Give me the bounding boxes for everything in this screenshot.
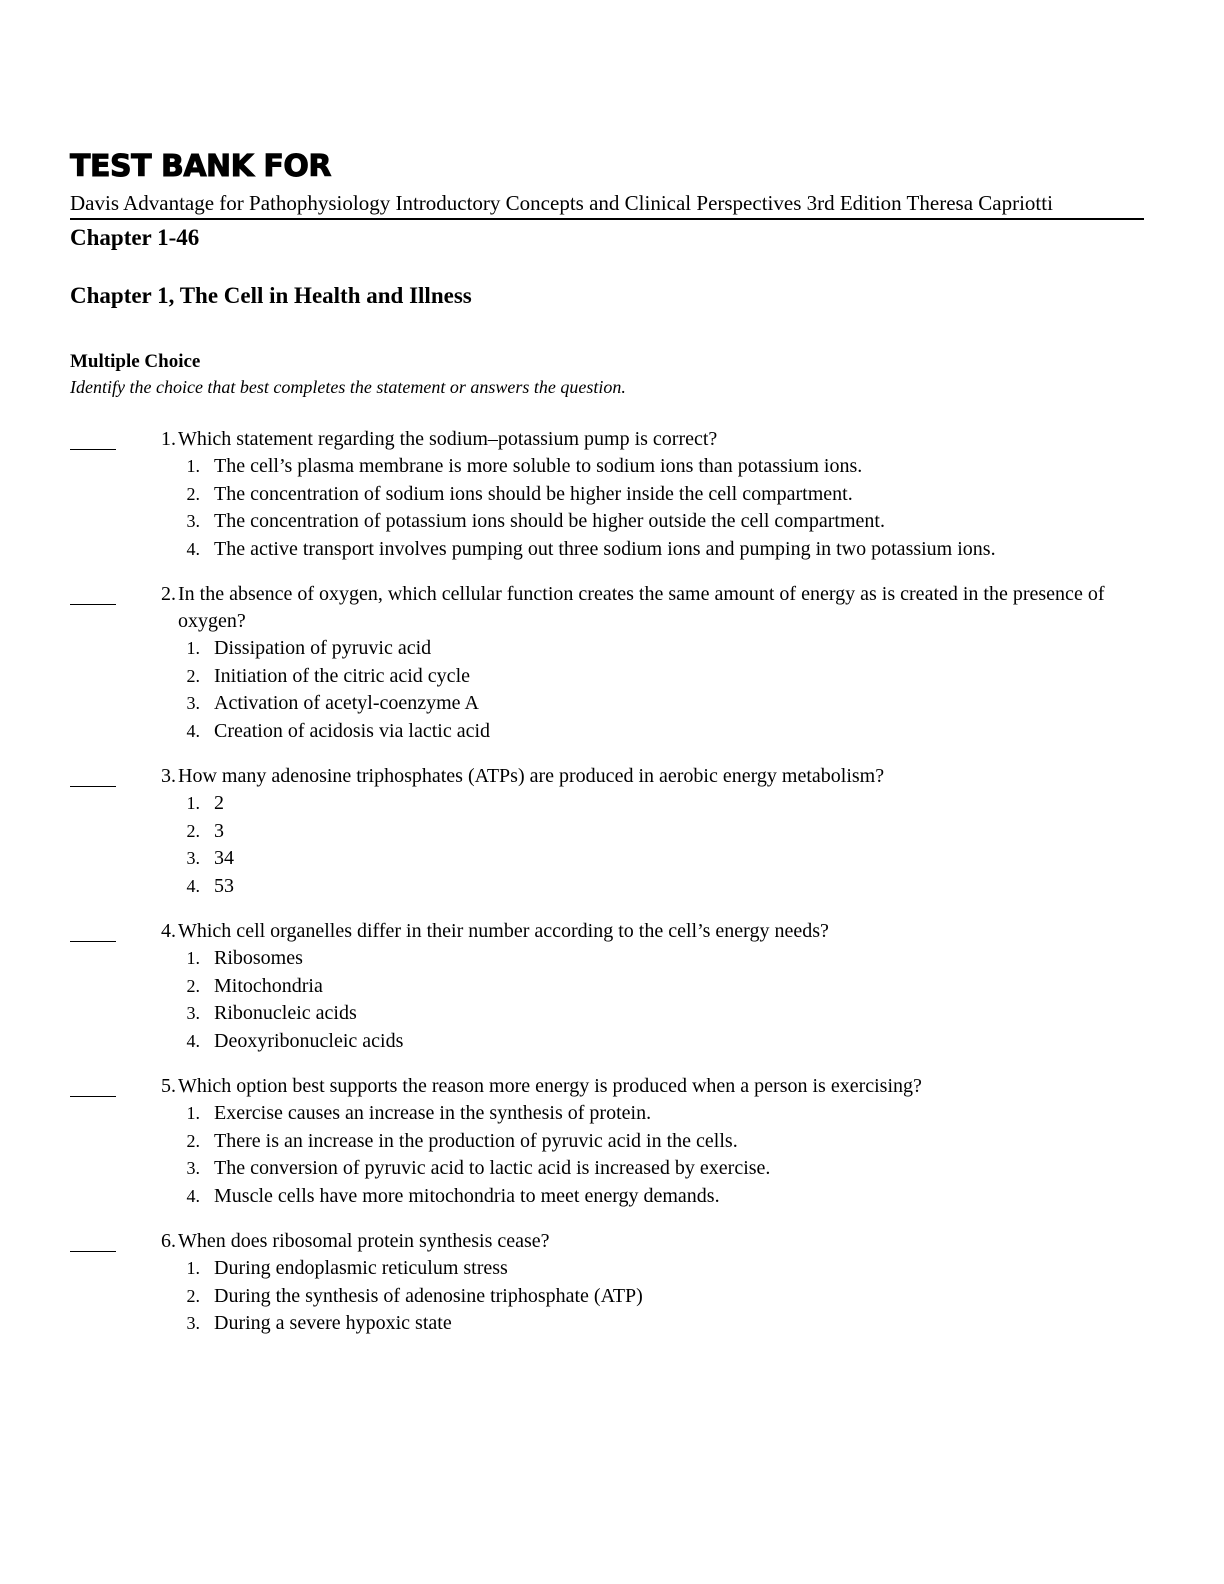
answer-blank: [70, 763, 116, 787]
question-number: 1.: [161, 428, 176, 450]
chapter-range: Chapter 1-46: [70, 225, 200, 250]
option-number: 4.: [186, 720, 200, 741]
option: [178, 1310, 1144, 1338]
option-text: Initiation of the citric acid cycle: [214, 664, 470, 687]
option-text: During endoplasmic reticulum stress: [214, 1257, 508, 1279]
question-text: In the absence of oxygen, which cellular function creates the same amount of energy as is created in the presence of oxygen?: [178, 583, 1105, 632]
question-number: 3.: [161, 765, 176, 787]
question-text: When does ribosomal protein synthesis cease?: [178, 1230, 550, 1252]
option-number: 2.: [186, 975, 200, 996]
question-text: How many adenosine triphosphates (ATPs) are produced in aerobic energy metabolism?: [178, 765, 885, 787]
option-text: Dissipation of pyruvic acid: [214, 637, 432, 659]
answer-blank: [70, 1073, 116, 1097]
instructions: Identify the choice that best completes the statement or answers the question.: [70, 377, 626, 397]
option-text: The active transport involves pumping out three sodium ions and pumping in two potassium ions.: [214, 537, 996, 560]
option-list: [178, 1100, 1144, 1210]
option-text: Ribonucleic acids: [214, 1002, 357, 1024]
question-5: [70, 1073, 1144, 1210]
option-text: During a severe hypoxic state: [214, 1312, 452, 1334]
option-text: 2: [214, 792, 224, 814]
option-text: There is an increase in the production of pyruvic acid in the cells.: [214, 1129, 738, 1152]
option-text: Creation of acidosis via lactic acid: [214, 719, 491, 742]
question-6: [70, 1228, 1144, 1338]
option: [178, 1283, 1144, 1311]
option: [178, 481, 1144, 509]
option-number: 4.: [186, 875, 200, 896]
option-text: Activation of acetyl-coenzyme A: [214, 692, 479, 714]
option-number: 3.: [186, 1313, 200, 1333]
book-title: Davis Advantage for Pathophysiology Introductory Concepts and Clinical Perspectives 3rd Edition Theresa Capriotti: [70, 190, 1144, 220]
option-number: 1.: [186, 1103, 200, 1123]
answer-blank: [70, 918, 116, 942]
option-list: [178, 945, 1144, 1055]
option-number: 3.: [186, 1158, 200, 1178]
option: [178, 1155, 1144, 1183]
question-number: 5.: [161, 1075, 176, 1097]
option-number: 3.: [186, 693, 200, 713]
question-text: Which cell organelles differ in their number according to the cell’s energy needs?: [178, 920, 829, 942]
option: [178, 945, 1144, 973]
section-title: Multiple Choice: [70, 351, 201, 372]
option-text: The conversion of pyruvic acid to lactic acid is increased by exercise.: [214, 1157, 771, 1179]
option: [178, 635, 1144, 663]
option-number: 2.: [186, 483, 200, 504]
question-2: [70, 581, 1144, 745]
option: [178, 845, 1144, 873]
option: [178, 1183, 1144, 1211]
option-text: Mitochondria: [214, 974, 323, 997]
option-text: The concentration of potassium ions should be higher outside the cell compartment.: [214, 510, 885, 532]
option-number: 4.: [186, 538, 200, 559]
option-number: 2.: [186, 820, 200, 841]
question-3: [70, 763, 1144, 900]
option: [178, 1000, 1144, 1028]
option-number: 3.: [186, 848, 200, 868]
answer-blank: [70, 1228, 116, 1252]
option-text: Muscle cells have more mitochondria to meet energy demands.: [214, 1184, 720, 1207]
chapter-title: Chapter 1, The Cell in Health and Illness: [70, 283, 472, 308]
question-1: [70, 426, 1144, 563]
option-number: 1.: [186, 948, 200, 968]
option: [178, 973, 1144, 1001]
question-number: 2.: [161, 583, 176, 605]
question-list: [70, 426, 1144, 1338]
option-text: Ribosomes: [214, 947, 303, 969]
answer-blank: [70, 581, 116, 605]
option: [178, 508, 1144, 536]
option-number: 2.: [186, 665, 200, 686]
option-number: 3.: [186, 511, 200, 531]
option-list: [178, 635, 1144, 745]
option: [178, 873, 1144, 901]
option-text: 53: [214, 874, 234, 897]
option: [178, 536, 1144, 564]
option: [178, 690, 1144, 718]
question-4: [70, 918, 1144, 1055]
option: [178, 1028, 1144, 1056]
option: [178, 1255, 1144, 1283]
option: [178, 718, 1144, 746]
question-text: Which statement regarding the sodium–potassium pump is correct?: [178, 428, 718, 450]
option-list: [178, 1255, 1144, 1338]
option: [178, 663, 1144, 691]
option: [178, 790, 1144, 818]
question-text: Which option best supports the reason more energy is produced when a person is exercising?: [178, 1075, 922, 1097]
option-number: 1.: [186, 638, 200, 658]
option-number: 4.: [186, 1030, 200, 1051]
option-number: 2.: [186, 1130, 200, 1151]
option: [178, 453, 1144, 481]
option-text: Deoxyribonucleic acids: [214, 1029, 404, 1052]
test-bank-title: TEST BANK FOR: [70, 149, 331, 184]
option-number: 1.: [186, 1258, 200, 1278]
option-list: [178, 790, 1144, 900]
option-text: During the synthesis of adenosine triphosphate (ATP): [214, 1284, 643, 1307]
option-number: 2.: [186, 1285, 200, 1306]
answer-blank: [70, 426, 116, 450]
option: [178, 818, 1144, 846]
option-list: [178, 453, 1144, 563]
option-text: 3: [214, 819, 224, 842]
option-number: 1.: [186, 456, 200, 476]
option-number: 1.: [186, 793, 200, 813]
option: [178, 1128, 1144, 1156]
option: [178, 1100, 1144, 1128]
option-text: The concentration of sodium ions should be higher inside the cell compartment.: [214, 482, 853, 505]
option-number: 4.: [186, 1185, 200, 1206]
option-text: 34: [214, 847, 234, 869]
option-text: Exercise causes an increase in the synthesis of protein.: [214, 1102, 652, 1124]
document-page: [70, 150, 1144, 1356]
question-number: 4.: [161, 920, 176, 942]
option-text: The cell’s plasma membrane is more soluble to sodium ions than potassium ions.: [214, 455, 863, 477]
option-number: 3.: [186, 1003, 200, 1023]
question-number: 6.: [161, 1230, 176, 1252]
